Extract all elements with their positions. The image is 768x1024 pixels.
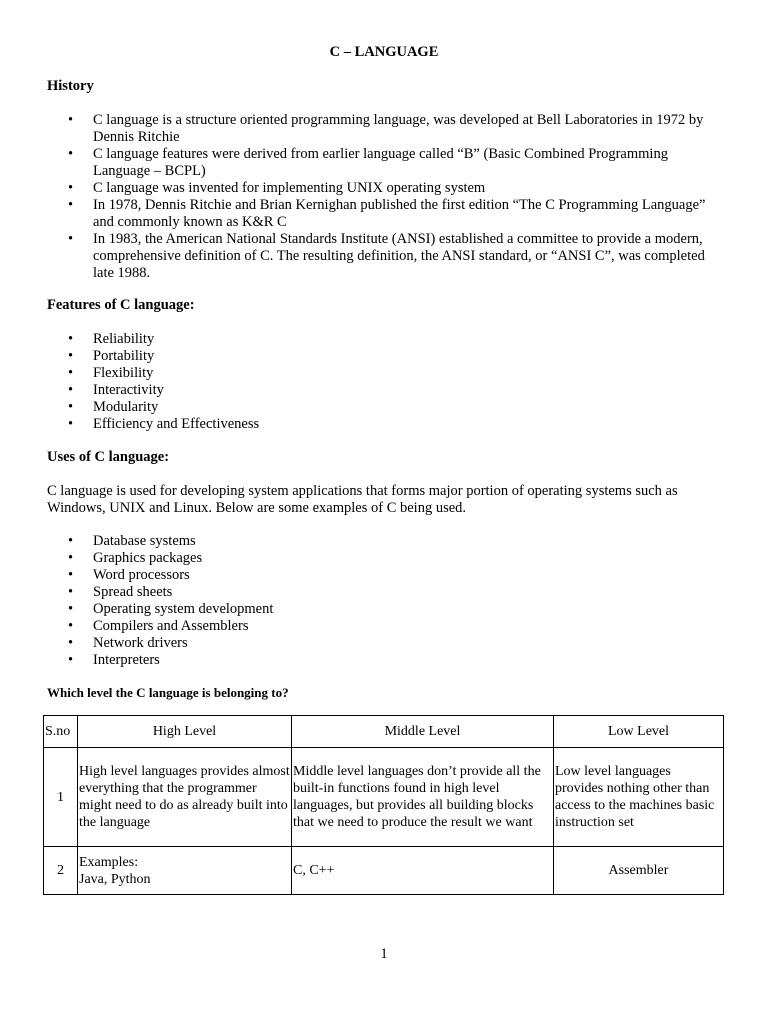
page-number: 1 <box>380 946 388 962</box>
row2-high-label: Examples: <box>79 854 139 870</box>
list-item: • In 1983, the American National Standards Institute (ANSI) established a committee to provide a modern, comprehensive definition of C. The resulting definition, the ANSI standard, or “ANSI C”, was completed late 1988. <box>47 231 727 282</box>
uses-list <box>47 533 727 669</box>
history-list <box>47 112 727 282</box>
row1-low: Low level languages provides nothing other than access to the machines basic instruction set <box>554 748 724 847</box>
uses-paragraph: C language is used for developing system applications that forms major portion of operating systems such as Windows, UNIX and Linux. Below are some examples of C being used. <box>47 483 678 516</box>
list-item: • Portability <box>47 348 727 365</box>
row2-high-value: Java, Python <box>79 871 151 887</box>
header-high-level: High Level <box>78 716 292 748</box>
list-item: • Database systems <box>47 533 727 550</box>
table-row <box>44 847 724 895</box>
features-heading: Features of C language: <box>47 297 195 313</box>
row2-sno: 2 <box>44 847 78 895</box>
list-item: • Spread sheets <box>47 584 727 601</box>
list-item: • C language is a structure oriented programming language, was developed at Bell Laboratories in 1972 by Dennis Ritchie <box>47 112 727 146</box>
list-item: • Network drivers <box>47 635 727 652</box>
list-item: • Operating system development <box>47 601 727 618</box>
header-middle-level: Middle Level <box>292 716 554 748</box>
row2-low: Assembler <box>554 847 724 895</box>
list-item: • Word processors <box>47 567 727 584</box>
list-item: • Efficiency and Effectiveness <box>47 416 727 433</box>
row1-middle: Middle level languages don’t provide all the built-in functions found in high level languages, but provides all building blocks that we need to produce the result we want <box>292 748 554 847</box>
level-table <box>43 715 724 895</box>
features-list <box>47 331 727 433</box>
list-item: • Graphics packages <box>47 550 727 567</box>
list-item: • C language was invented for implementing UNIX operating system <box>47 180 727 197</box>
page-title: C – LANGUAGE <box>329 44 439 60</box>
header-low-level: Low Level <box>554 716 724 748</box>
row2-high <box>78 847 292 895</box>
list-item: • C language features were derived from earlier language called “B” (Basic Combined Programming Language – BCPL) <box>47 146 727 180</box>
row1-high: High level languages provides almost everything that the programmer might need to do as already built into the language <box>78 748 292 847</box>
list-item: • Modularity <box>47 399 727 416</box>
list-item: • Reliability <box>47 331 727 348</box>
header-sno: S.no <box>44 716 78 748</box>
uses-heading: Uses of C language: <box>47 449 170 465</box>
row1-sno: 1 <box>44 748 78 847</box>
list-item: • Compilers and Assemblers <box>47 618 727 635</box>
history-heading: History <box>47 78 94 94</box>
list-item: • Flexibility <box>47 365 727 382</box>
list-item: • Interpreters <box>47 652 727 669</box>
row2-middle: C, C++ <box>292 847 554 895</box>
table-row <box>44 748 724 847</box>
list-item: • Interactivity <box>47 382 727 399</box>
table-header-row <box>44 716 724 748</box>
list-item: • In 1978, Dennis Ritchie and Brian Kernighan published the first edition “The C Programming Language” and commonly known as K&R C <box>47 197 727 231</box>
level-heading: Which level the C language is belonging to? <box>47 685 289 700</box>
